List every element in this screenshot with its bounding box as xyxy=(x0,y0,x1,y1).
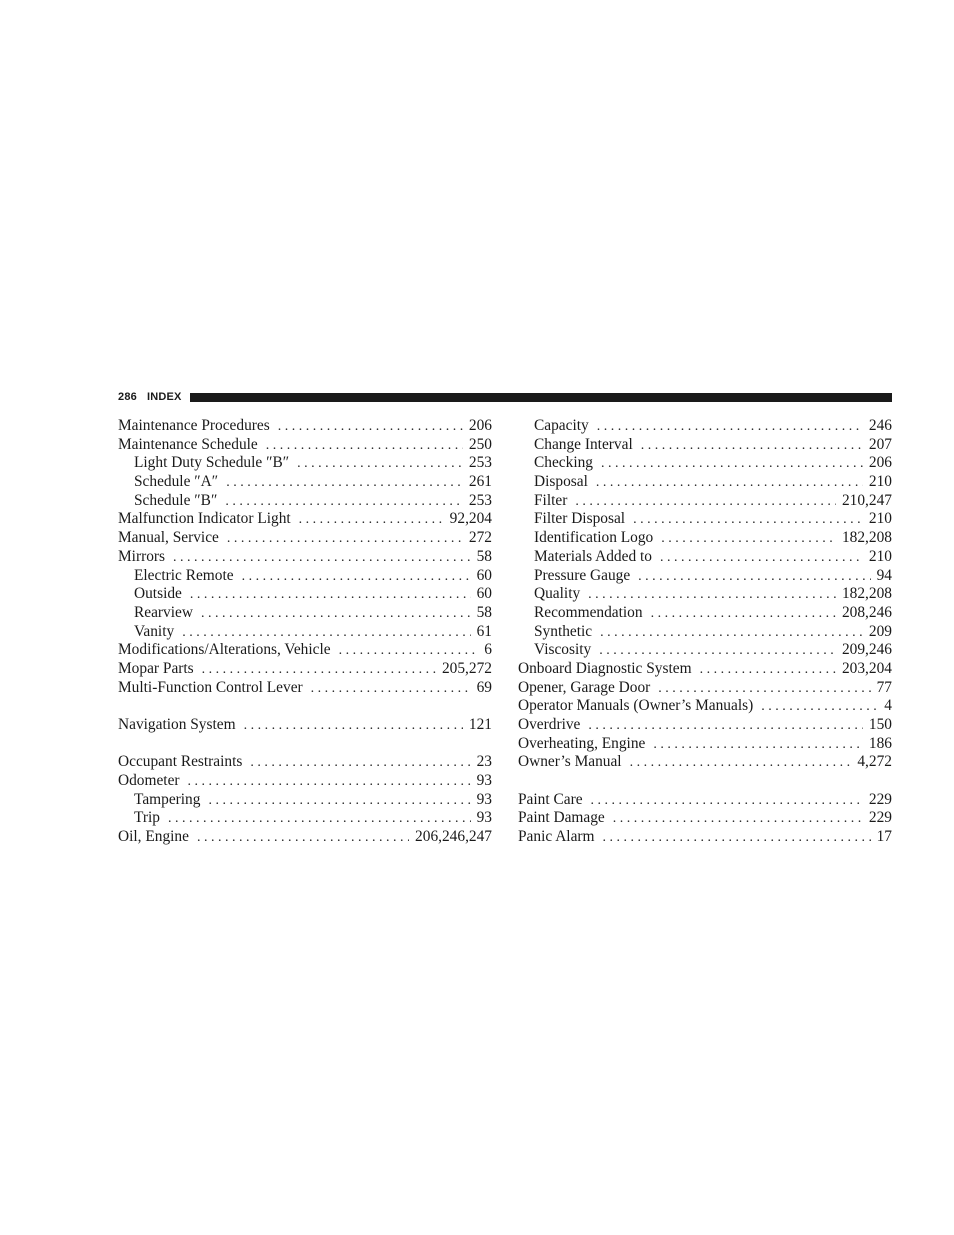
entry-label: Trip xyxy=(134,809,160,827)
dot-leader xyxy=(588,717,863,735)
dot-leader xyxy=(575,493,836,511)
entry-page-number: 210 xyxy=(868,473,892,491)
dot-leader xyxy=(603,829,871,847)
dot-leader xyxy=(244,717,463,735)
index-subentry xyxy=(518,567,892,586)
index-subentry xyxy=(518,548,892,567)
index-entry xyxy=(118,716,492,735)
index-entry xyxy=(518,697,892,716)
entry-page-number: 208,246 xyxy=(841,603,892,621)
entry-label: Rearview xyxy=(134,603,193,621)
entry-label: Tampering xyxy=(134,790,201,808)
entry-page-number: 77 xyxy=(876,678,892,696)
index-entry xyxy=(518,679,892,698)
dot-leader xyxy=(168,810,471,828)
dot-leader xyxy=(599,642,836,660)
dot-leader xyxy=(226,474,463,492)
entry-label: Paint Damage xyxy=(518,809,605,827)
entry-label: Mirrors xyxy=(118,547,166,565)
dot-leader xyxy=(653,736,863,754)
entry-page-number: 203,204 xyxy=(841,659,892,677)
entry-label: Recommendation xyxy=(534,603,643,621)
dot-leader xyxy=(278,418,463,436)
entry-page-number: 60 xyxy=(476,585,492,603)
dot-leader xyxy=(299,511,444,529)
dot-leader xyxy=(700,661,836,679)
entry-label: Change Interval xyxy=(534,435,633,453)
index-subentry xyxy=(518,585,892,604)
index-entry xyxy=(118,660,492,679)
dot-leader xyxy=(208,792,470,810)
index-entry xyxy=(118,641,492,660)
index-entry xyxy=(118,417,492,436)
entry-label: Filter xyxy=(534,491,568,509)
index-entry xyxy=(518,791,892,810)
header-rule xyxy=(190,393,892,402)
dot-leader xyxy=(201,605,471,623)
index-subentry xyxy=(118,567,492,586)
entry-label: Overdrive xyxy=(518,716,581,733)
entry-page-number: 60 xyxy=(476,566,492,584)
index-entry xyxy=(518,735,892,754)
entry-page-number: 93 xyxy=(476,790,492,808)
index-entry xyxy=(118,753,492,772)
entry-page-number: 182,208 xyxy=(841,585,892,603)
entry-label: Overheating, Engine xyxy=(518,734,646,752)
index-subentry xyxy=(518,641,892,660)
entry-page-number: 209 xyxy=(868,622,892,640)
entry-page-number: 253 xyxy=(468,491,492,509)
index-entry xyxy=(118,772,492,791)
entry-label: Manual, Service xyxy=(118,529,219,547)
entry-page-number: 186 xyxy=(868,734,892,752)
index-subentry xyxy=(518,604,892,623)
entry-label: Disposal xyxy=(534,473,588,491)
entry-page-number: 205,272 xyxy=(441,659,492,677)
entry-page-number: 93 xyxy=(476,809,492,827)
entry-page-number: 229 xyxy=(868,790,892,808)
index-subentry xyxy=(118,492,492,511)
entry-page-number: 4 xyxy=(884,697,892,715)
dot-leader xyxy=(660,549,863,567)
entry-label: Checking xyxy=(534,454,593,472)
entry-label: Synthetic xyxy=(534,622,593,640)
index-subentry xyxy=(518,623,892,642)
index-entry xyxy=(118,510,492,529)
index-entry xyxy=(518,809,892,828)
index-subentry xyxy=(518,417,892,436)
index-subentry xyxy=(118,623,492,642)
entry-label: Electric Remote xyxy=(134,566,234,584)
index-subentry xyxy=(518,473,892,492)
entry-label: Maintenance Schedule xyxy=(118,435,258,453)
entry-page-number: 94 xyxy=(876,566,892,584)
dot-leader xyxy=(311,680,471,698)
entry-page-number: 250 xyxy=(468,435,492,453)
entry-label: Viscosity xyxy=(534,641,592,659)
entry-page-number: 92,204 xyxy=(449,510,492,528)
dot-leader xyxy=(597,418,863,436)
entry-page-number: 206 xyxy=(468,417,492,434)
dot-leader xyxy=(601,455,863,473)
entry-label: Mopar Parts xyxy=(118,659,194,677)
index-subentry xyxy=(118,454,492,473)
index-subentry xyxy=(518,436,892,455)
entry-page-number: 210 xyxy=(868,510,892,528)
dot-leader xyxy=(197,829,409,847)
dot-leader xyxy=(588,586,836,604)
entry-page-number: 23 xyxy=(476,753,492,771)
dot-leader xyxy=(173,549,471,567)
entry-label: Panic Alarm xyxy=(518,828,595,846)
entry-label: Modifications/Alterations, Vehicle xyxy=(118,641,331,659)
index-entry xyxy=(518,753,892,772)
entry-label: Onboard Diagnostic System xyxy=(518,659,692,677)
entry-label: Paint Care xyxy=(518,790,583,808)
dot-leader xyxy=(188,773,471,791)
dot-leader xyxy=(641,437,863,455)
index-entry xyxy=(118,436,492,455)
entry-label: Maintenance Procedures xyxy=(118,417,270,434)
dot-leader xyxy=(596,474,863,492)
dot-leader xyxy=(630,754,852,772)
dot-leader xyxy=(761,698,878,716)
page-header xyxy=(118,390,892,404)
index-subentry xyxy=(118,473,492,492)
entry-label: Light Duty Schedule ″B″ xyxy=(134,454,290,472)
entry-label: Materials Added to xyxy=(534,547,652,565)
index-entry xyxy=(118,679,492,698)
entry-page-number: 253 xyxy=(468,454,492,472)
dot-leader xyxy=(591,792,863,810)
dot-leader xyxy=(600,624,863,642)
entry-label: Quality xyxy=(534,585,581,603)
index-entry xyxy=(118,548,492,567)
entry-label: Owner’s Manual xyxy=(518,753,622,771)
entry-page-number: 58 xyxy=(476,603,492,621)
entry-page-number: 261 xyxy=(468,473,492,491)
dot-leader xyxy=(297,455,463,473)
entry-page-number: 182,208 xyxy=(841,529,892,547)
dot-leader xyxy=(190,586,471,604)
entry-label: Pressure Gauge xyxy=(534,566,631,584)
index-column-right xyxy=(518,417,892,847)
dot-leader xyxy=(202,661,436,679)
dot-leader xyxy=(182,624,470,642)
dot-leader xyxy=(242,568,471,586)
index-spacer xyxy=(118,735,492,754)
entry-page-number: 209,246 xyxy=(841,641,892,659)
index-subentry xyxy=(518,492,892,511)
dot-leader xyxy=(225,493,463,511)
index-subentry xyxy=(518,510,892,529)
entry-page-number: 69 xyxy=(476,678,492,696)
entry-page-number: 17 xyxy=(876,828,892,846)
entry-page-number: 93 xyxy=(476,772,492,790)
entry-label: Navigation System xyxy=(118,716,236,733)
entry-page-number: 207 xyxy=(868,435,892,453)
entry-label: Identification Logo xyxy=(534,529,654,547)
dot-leader xyxy=(658,680,870,698)
entry-page-number: 210,247 xyxy=(841,491,892,509)
entry-page-number: 206 xyxy=(868,454,892,472)
index-spacer xyxy=(118,697,492,716)
dot-leader xyxy=(227,530,463,548)
entry-label: Opener, Garage Door xyxy=(518,678,651,696)
index-entry xyxy=(518,660,892,679)
dot-leader xyxy=(661,530,836,548)
entry-label: Schedule ″A″ xyxy=(134,473,219,491)
entry-label: Vanity xyxy=(134,622,175,640)
entry-page-number: 58 xyxy=(476,547,492,565)
index-entry xyxy=(518,828,892,847)
index-subentry xyxy=(118,809,492,828)
entry-label: Capacity xyxy=(534,417,589,434)
index-subentry xyxy=(118,791,492,810)
entry-label: Oil, Engine xyxy=(118,828,189,846)
dot-leader xyxy=(651,605,836,623)
dot-leader xyxy=(339,642,479,660)
section-title: INDEX xyxy=(146,391,182,403)
index-entry xyxy=(118,529,492,548)
entry-page-number: 206,246,247 xyxy=(415,828,492,846)
entry-label: Schedule ″B″ xyxy=(134,491,218,509)
entry-label: Multi-Function Control Lever xyxy=(118,678,303,696)
index-column-left xyxy=(118,417,492,847)
entry-page-number: 272 xyxy=(468,529,492,547)
entry-label: Odometer xyxy=(118,772,180,790)
dot-leader xyxy=(613,810,863,828)
entry-page-number: 6 xyxy=(484,641,492,659)
entry-page-number: 246 xyxy=(868,417,892,434)
entry-label: Outside xyxy=(134,585,182,603)
entry-label: Operator Manuals (Owner’s Manuals) xyxy=(518,697,754,715)
index-entry xyxy=(518,716,892,735)
dot-leader xyxy=(633,511,863,529)
entry-page-number: 150 xyxy=(868,716,892,733)
dot-leader xyxy=(250,754,470,772)
entry-page-number: 61 xyxy=(476,622,492,640)
page-number: 286 xyxy=(118,391,137,403)
index-subentry xyxy=(518,529,892,548)
dot-leader xyxy=(638,568,870,586)
index-entry xyxy=(118,828,492,847)
entry-page-number: 4,272 xyxy=(857,753,892,771)
entry-label: Malfunction Indicator Light xyxy=(118,510,291,528)
entry-page-number: 229 xyxy=(868,809,892,827)
entry-page-number: 121 xyxy=(468,716,492,733)
entry-label: Filter Disposal xyxy=(534,510,626,528)
dot-leader xyxy=(266,437,463,455)
entry-label: Occupant Restraints xyxy=(118,753,243,771)
index-subentry xyxy=(518,454,892,473)
index-spacer xyxy=(518,772,892,791)
index-subentry xyxy=(118,585,492,604)
entry-page-number: 210 xyxy=(868,547,892,565)
index-subentry xyxy=(118,604,492,623)
